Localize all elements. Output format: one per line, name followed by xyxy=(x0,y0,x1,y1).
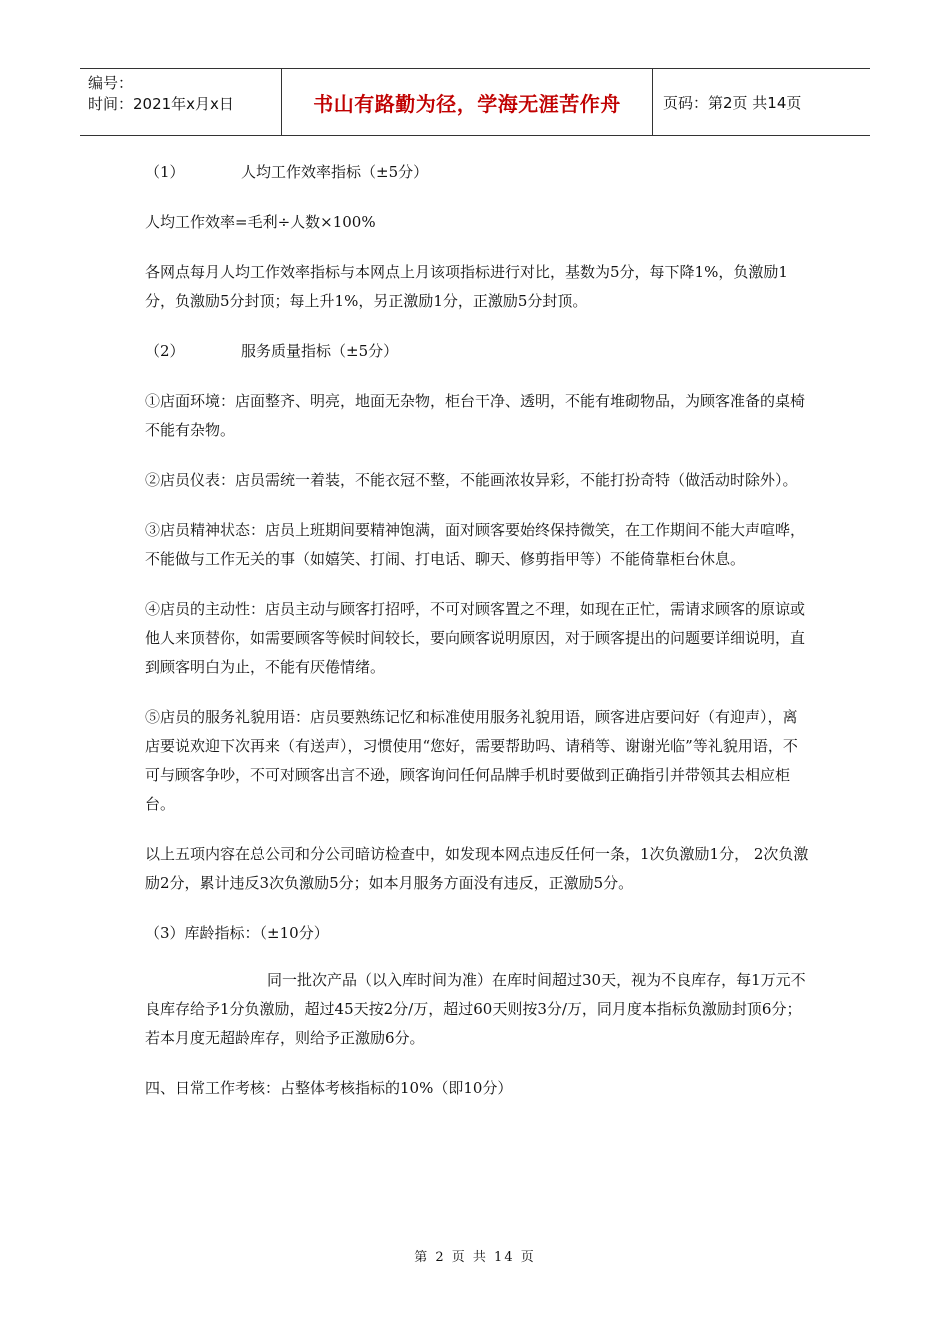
service-item-environment: ①店面环境：店面整齐、明亮，地面无杂物，柜台干净、透明，不能有堆砌物品，为顾客准备的桌椅不能有杂物。 xyxy=(145,392,806,439)
section-2-heading xyxy=(145,337,810,366)
document-number-label: 编号： xyxy=(88,74,134,92)
section-3-heading: （3）库龄指标：（±10分） xyxy=(145,924,329,942)
section-2-summary: 以上五项内容在总公司和分公司暗访检查中，如发现本网点违反任何一条，1次负激励1分， 2次负激励2分，累计违反3次负激励5分；如本月服务方面没有违反，正激励5分。 xyxy=(145,845,809,892)
header-meta xyxy=(80,69,281,135)
document-date-label: 时间：2021年x月x日 xyxy=(88,95,234,113)
section-1-heading xyxy=(145,158,810,187)
service-item-appearance: ②店员仪表：店员需统一着装，不能衣冠不整，不能画浓妆异彩，不能打扮奇特（做活动时除外）。 xyxy=(145,471,798,489)
section-1-number: （1） xyxy=(145,163,185,181)
section-3-text: 同一批次产品（以入库时间为准）在库时间超过30天，视为不良库存，每1万元不良库存给予1分负激励，超过45天按2分/万，超过60天则按3分/万，同月度本指标负激励封顶6分；若本月度无超龄库存，则给予正激励6分。 xyxy=(145,971,806,1047)
page-header xyxy=(80,68,870,136)
section-1-formula: 人均工作效率=毛利÷人数×100% xyxy=(145,213,376,231)
section-2-title: 服务质量指标（±5分） xyxy=(241,342,399,360)
section-2-number: （2） xyxy=(145,342,185,360)
header-motto: 书山有路勤为径，学海无涯苦作舟 xyxy=(281,69,653,135)
section-3-body xyxy=(145,966,810,1053)
section-1-title: 人均工作效率指标（±5分） xyxy=(241,163,429,181)
section-4-heading: 四、日常工作考核：占整体考核指标的10%（即10分） xyxy=(145,1079,513,1097)
section-1-body: 各网点每月人均工作效率指标与本网点上月该项指标进行对比，基数为5分，每下降1%，负激励1分，负激励5分封顶；每上升1%，另正激励1分，正激励5分封顶。 xyxy=(145,263,788,310)
page-footer: 第 2 页 共 14 页 xyxy=(414,1250,536,1265)
service-item-spirit: ③店员精神状态：店员上班期间要精神饱满，面对顾客要始终保持微笑，在工作期间不能大声喧哗，不能做与工作无关的事（如嬉笑、打闹、打电话、聊天、修剪指甲等）不能倚靠柜台休息。 xyxy=(145,521,806,568)
service-item-initiative: ④店员的主动性：店员主动与顾客打招呼，不可对顾客置之不理，如现在正忙，需请求顾客的原谅或他人来顶替你，如需要顾客等候时间较长，要向顾客说明原因，对于顾客提出的问题要详细说明，直到顾客明白为止，不能有厌倦情绪。 xyxy=(145,600,806,676)
header-page-label: 页码：第2页 共14页 xyxy=(663,93,802,112)
service-item-courtesy: ⑤店员的服务礼貌用语：店员要熟练记忆和标准使用服务礼貌用语，顾客进店要问好（有迎声），离店要说欢迎下次再来（有送声），习惯使用“您好，需要帮助吗、请稍等、谢谢光临”等礼貌用语，不可与顾客争吵，不可对顾客出言不逊，顾客询问任何品牌手机时要做到正确指引并带领其去相应柜台。 xyxy=(145,708,798,813)
document-body xyxy=(145,158,810,1124)
